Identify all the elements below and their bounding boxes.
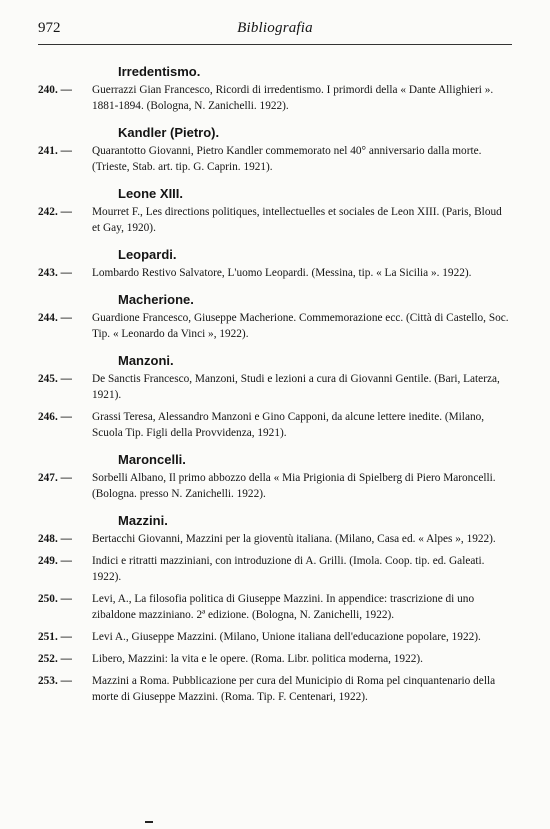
entry-citation: Bertacchi Giovanni, Mazzini per la gioventù italiana. (Milano, Casa ed. « Alpes », 1922).: [92, 533, 496, 545]
entry-citation: Grassi Teresa, Alessandro Manzoni e Gino Capponi, da alcune lettere inedite. (Milano, Scuola Tip. Figli della Provvidenza, 1921).: [92, 411, 485, 439]
entry-number: 243. —: [38, 267, 72, 279]
entry-number: 249. —: [38, 555, 72, 567]
entry-citation: De Sanctis Francesco, Manzoni, Studi e lezioni a cura di Giovanni Gentile. (Bari, Laterza, 1921).: [92, 373, 500, 401]
print-mark: [145, 821, 153, 823]
bibliography-entry: [0, 591, 550, 623]
entry-number: 245. —: [38, 373, 72, 385]
bibliography-entry: [0, 531, 550, 547]
entry-number: 246. —: [38, 411, 72, 423]
section-heading: Macherione.: [118, 292, 194, 307]
entry-number: 244. —: [38, 312, 72, 324]
entry-number: 252. —: [38, 653, 72, 665]
entry-citation: Mourret F., Les directions politiques, intellectuelles et sociales de Leon XIII. (Paris, Bloud et Gay, 1920).: [92, 206, 502, 234]
header-rule: [38, 44, 512, 45]
bibliography-entry: [0, 371, 550, 403]
bibliography-entry: [0, 553, 550, 585]
section-heading: Manzoni.: [118, 353, 174, 368]
entry-number: 251. —: [38, 631, 72, 643]
section-heading: Irredentismo.: [118, 64, 201, 79]
bibliography-entry: [0, 651, 550, 667]
entry-citation: Libero, Mazzini: la vita e le opere. (Roma. Libr. politica moderna, 1922).: [92, 653, 423, 665]
bibliography-entry: [0, 409, 550, 441]
bibliography-entry: [0, 265, 550, 281]
bibliography-entry: [0, 82, 550, 114]
entry-number: 247. —: [38, 472, 72, 484]
bibliography-entry: [0, 310, 550, 342]
entry-citation: Levi, A., La filosofia politica di Giuseppe Mazzini. In appendice: trascrizione di uno zibaldone mazziniano. 2ª edizione. (Bologna, N. Zanichelli, 1922).: [92, 593, 475, 621]
entry-citation: Levi A., Giuseppe Mazzini. (Milano, Unione italiana dell'educazione popolare, 1922).: [92, 631, 481, 643]
entry-number: 242. —: [38, 206, 72, 218]
entry-citation: Lombardo Restivo Salvatore, L'uomo Leopardi. (Messina, tip. « La Sicilia ». 1922).: [92, 267, 472, 279]
entry-number: 248. —: [38, 533, 72, 545]
entry-number: 240. —: [38, 84, 72, 96]
entry-number: 253. —: [38, 675, 72, 687]
bibliography-entry: [0, 143, 550, 175]
bibliography-entry: [0, 673, 550, 705]
section-heading: Leone XIII.: [118, 186, 184, 201]
bibliography-entry: [0, 470, 550, 502]
entry-number: 241. —: [38, 145, 72, 157]
section-heading: Mazzini.: [118, 513, 168, 528]
section-heading: Kandler (Pietro).: [118, 125, 220, 140]
entry-citation: Mazzini a Roma. Pubblicazione per cura del Municipio di Roma pel cinquantenario della morte di Giuseppe Mazzini. (Roma. Tip. F. Centenari, 1922).: [92, 675, 496, 703]
entry-citation: Guerrazzi Gian Francesco, Ricordi di irredentismo. I primordi della « Dante Allighieri ». 1881-1894. (Bologna, N. Zanichelli. 1922).: [92, 84, 494, 112]
bibliography-list: [0, 62, 550, 705]
bibliography-entry: [0, 629, 550, 645]
entry-citation: Indici e ritratti mazziniani, con introduzione di A. Grilli. (Imola. Coop. tip. ed. Galeati. 1922).: [92, 555, 485, 583]
running-title: Bibliografia: [237, 20, 313, 36]
entry-citation: Sorbelli Albano, Il primo abbozzo della « Mia Prigionia di Spielberg di Piero Maroncelli. (Bologna. presso N. Zanichelli. 1922).: [92, 472, 496, 500]
entry-number: 250. —: [38, 593, 72, 605]
entry-citation: Quarantotto Giovanni, Pietro Kandler commemorato nel 40° anniversario dalla morte. (Trieste, Stab. art. tip. G. Caprin. 1921).: [92, 145, 482, 173]
page-number: 972: [38, 20, 61, 36]
section-heading: Leopardi.: [118, 247, 177, 262]
entry-citation: Guardione Francesco, Giuseppe Macherione. Commemorazione ecc. (Città di Castello, Soc. Tip. « Leonardo da Vinci », 1922).: [92, 312, 509, 340]
bibliography-entry: [0, 204, 550, 236]
page-header: [0, 20, 550, 44]
section-heading: Maroncelli.: [118, 452, 186, 467]
